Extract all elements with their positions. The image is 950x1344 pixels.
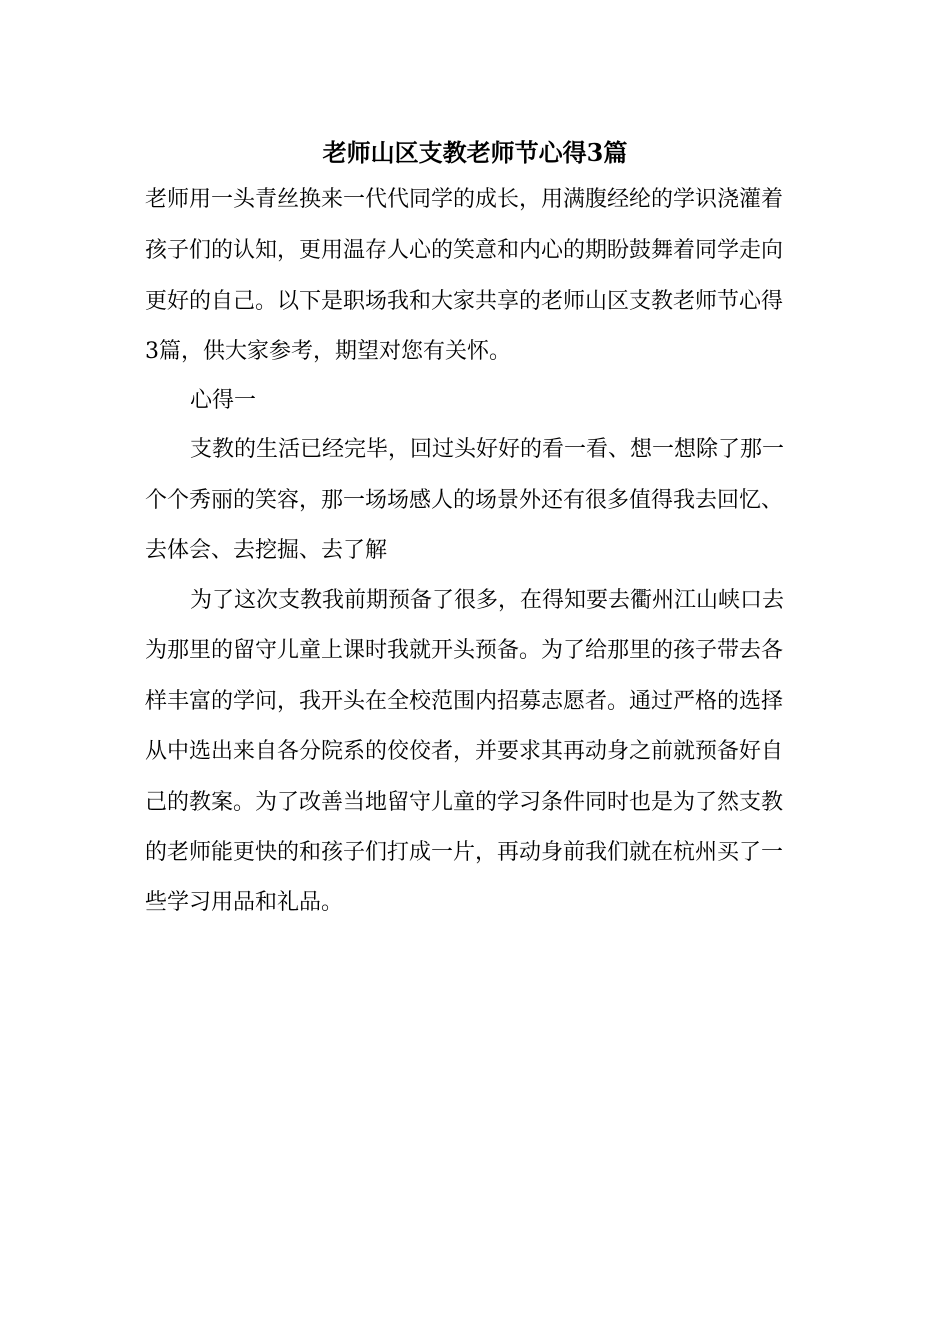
document-title: 老师山区支教老师节心得3篇 (322, 138, 628, 167)
paragraph-line: 的老师能更快的和孩子们打成一片，再动身前我们就在杭州买了一 (145, 840, 784, 865)
paragraph-line: 去体会、去挖掘、去了解 (145, 538, 388, 563)
paragraph-line: 个个秀丽的笑容，那一场场感人的场景外还有很多值得我去回忆、 (145, 488, 784, 513)
paragraph-line: 支教的生活已经完毕，回过头好好的看一看、想一想除了那一 (190, 437, 785, 462)
paragraph-line: 更好的自己。以下是职场我和大家共享的老师山区支教老师节心得 (145, 289, 784, 314)
paragraph-line: 3篇，供大家参考，期望对您有关怀。 (145, 339, 511, 364)
paragraph-line: 己的教案。为了改善当地留守儿童的学习条件同时也是为了然支教 (145, 790, 784, 815)
paragraph-line: 为了这次支教我前期预备了很多，在得知要去衢州江山峡口去 (190, 588, 785, 613)
paragraph-line: 老师用一头青丝换来一代代同学的成长，用满腹经纶的学识浇灌着 (145, 187, 784, 212)
paragraph-line: 为那里的留守儿童上课时我就开头预备。为了给那里的孩子带去各 (145, 638, 784, 663)
section-heading: 心得一 (190, 388, 257, 413)
paragraph-line: 样丰富的学问，我开头在全校范围内招募志愿者。通过严格的选择 (145, 689, 784, 714)
paragraph-line: 从中选出来自各分院系的佼佼者，并要求其再动身之前就预备好自 (145, 739, 784, 764)
paragraph-line: 些学习用品和礼品。 (145, 890, 344, 915)
paragraph-line: 孩子们的认知，更用温存人心的笑意和内心的期盼鼓舞着同学走向 (145, 238, 784, 263)
